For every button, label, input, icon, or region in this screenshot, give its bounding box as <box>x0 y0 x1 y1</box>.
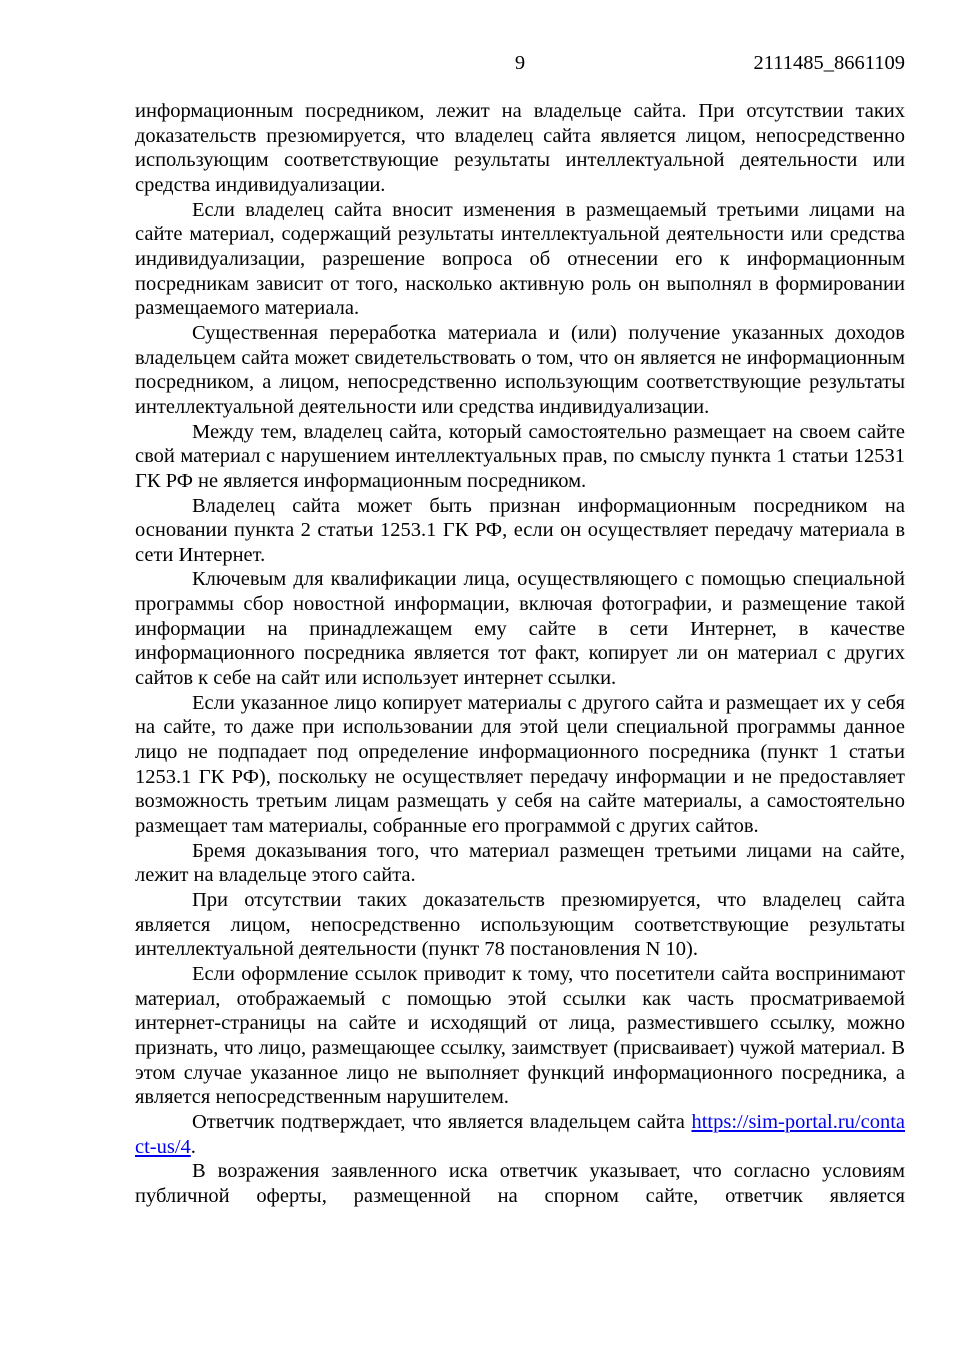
paragraph <box>135 198 905 321</box>
paragraph <box>135 691 905 839</box>
paragraph <box>135 1110 905 1159</box>
page-number: 9 <box>514 52 526 74</box>
paragraph-text: В возражения заявленного иска ответчик указывает, что согласно условиям публичной оферты, размещенной на спорном сайте, ответчик является <box>135 1160 905 1207</box>
paragraph <box>135 321 905 420</box>
paragraph-text: информационным посредником, лежит на владельце сайта. При отсутствии таких доказательств презюмируется, что владелец сайта является лицом, непосредственно использующим соответствующие результаты интеллектуальной деятельности или средства индивидуализации. <box>135 100 905 196</box>
paragraph <box>135 567 905 690</box>
paragraph <box>135 888 905 962</box>
paragraph <box>135 839 905 888</box>
document-id: 2111485_8661109 <box>753 52 905 74</box>
site-link[interactable]: https://sim-portal.ru/contact-us/4 <box>135 1110 905 1158</box>
paragraph-text: Ответчик подтверждает, что является владельцем сайта <box>192 1110 692 1133</box>
page-header <box>135 51 905 77</box>
paragraph-text: Бремя доказывания того, что материал размещен третьими лицами на сайте, лежит на владельце этого сайта. <box>135 839 905 887</box>
paragraph <box>135 962 905 1110</box>
paragraph-text: Если указанное лицо копирует материалы с другого сайта и размещает их у себя на сайте, то даже при использовании для этой цели специальной программы данное лицо не подпадает под определение информационного посредника (пункт 1 статьи 1253.1 ГК РФ), поскольку не осуществляет передачу информации и не предоставляет возможность третьим лицам размещать у себя на сайте материалы, а самостоятельно размещает там материалы, собранные его программой с других сайтов. <box>135 691 905 838</box>
paragraph-text: Между тем, владелец сайта, который самостоятельно размещает на своем сайте свой материал с нарушением интеллектуальных прав, по смыслу пункта 1 статьи 12531 ГК РФ не является информационным посредником. <box>135 420 905 492</box>
paragraph-text: . <box>190 1135 196 1158</box>
paragraph <box>135 420 905 494</box>
paragraph-text: Если владелец сайта вносит изменения в размещаемый третьими лицами на сайте материал, содержащий результаты интеллектуальной деятельности или средства индивидуализации, разрешение вопроса об отнесении его к информационным посредникам зависит от того, насколько активную роль он выполнял в формировании размещаемого материала. <box>135 198 905 320</box>
paragraph <box>135 494 905 568</box>
paragraph-text: Существенная переработка материала и (или) получение указанных доходов владельцем сайта может свидетельствовать о том, что он является не информационным посредником, а лицом, непосредственно использующим соответствующие результаты интеллектуальной деятельности или средства индивидуализации. <box>135 321 905 418</box>
document-body <box>135 99 905 1209</box>
paragraph-text: При отсутствии таких доказательств презюмируется, что владелец сайта является лицом, непосредственно использующим соответствующие результаты интеллектуальной деятельности (пункт 78 постановления N 10). <box>135 889 905 961</box>
paragraph-text: Владелец сайта может быть признан информационным посредником на основании пункта 2 статьи 1253.1 ГК РФ, если он осуществляет передачу материала в сети Интернет. <box>135 494 905 566</box>
paragraph <box>135 1159 905 1208</box>
paragraph <box>135 99 905 198</box>
paragraph-text: Ключевым для квалификации лица, осуществляющего с помощью специальной программы сбор новостной информации, включая фотографии, и размещение такой информации на принадлежащем ему сайте в сети Интернет, в качестве информационного посредника является тот факт, копирует ли он материал с других сайтов к себе на сайт или использует интернет ссылки. <box>135 568 905 690</box>
paragraph-text: Если оформление ссылок приводит к тому, что посетители сайта воспринимают материал, отображаемый с помощью этой ссылки как часть просматриваемой интернет-страницы на сайте и исходящий от лица, разместившего ссылку, можно признать, что лицо, размещающее ссылку, заимствует (присваивает) чужой материал. В этом случае указанное лицо не выполняет функций информационного посредника, а является непосредственным нарушителем. <box>135 962 905 1109</box>
